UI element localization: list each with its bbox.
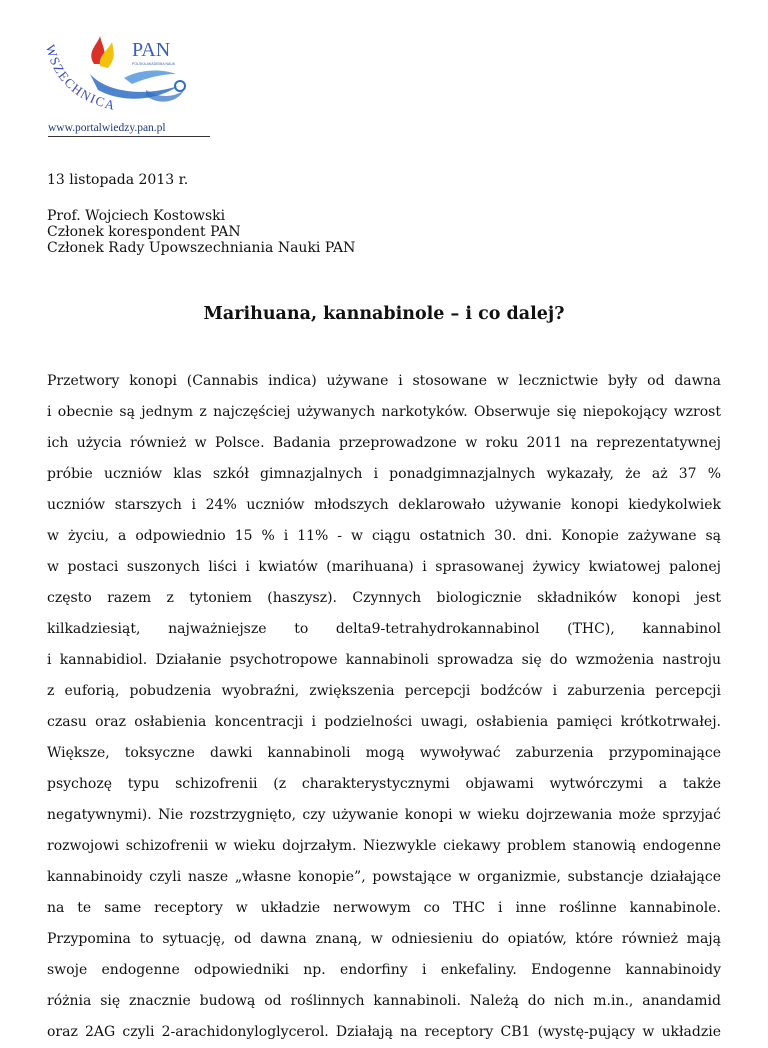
body-line: w życiu, a odpowiednio 15 % i 11% - w ciągu ostatnich 30. dni. Konopie zażywane są xyxy=(47,528,721,544)
body-line: uczniów starszych i 24% uczniów młodszych deklarowało używanie konopi kiedykolwiek xyxy=(47,497,721,513)
body-line: różnia się znacznie budową od roślinnych kannabinoli. Należą do nich m.in., anandamid xyxy=(47,993,721,1009)
body-line: oraz 2AG czyli 2-arachidonyloglycerol. Działają na receptory CB1 (wystę-pujący w układzie xyxy=(47,1024,721,1040)
body-line: kannabinoidy czyli nasze „własne konopie”, powstające w organizmie, substancje działające xyxy=(47,869,721,885)
body-line: rozwojowi schizofrenii w wieku dojrzałym. Niezwykle ciekawy problem stanowią endogenne xyxy=(47,838,721,854)
author-title: Członek korespondent PAN xyxy=(47,224,241,240)
body-line: na te same receptory w układzie nerwowym co THC i inne roślinne kannabinole. xyxy=(47,900,721,916)
body-line: próbie uczniów klas szkół gimnazjalnych i ponadgimnazjalnych wykazały, że aż 37 % xyxy=(47,466,721,482)
body-line: kilkadziesiąt, najważniejsze to delta9-tetrahydrokannabinol (THC), kannabinol xyxy=(47,621,721,637)
body-line: Większe, toksyczne dawki kannabinoli mogą wywoływać zaburzenia przypominające xyxy=(47,745,721,761)
body-line: i obecnie są jednym z najczęściej używanych narkotyków. Obserwuje się niepokojący wzrost xyxy=(47,404,721,420)
author-name: Prof. Wojciech Kostowski xyxy=(47,208,226,224)
document-date: 13 listopada 2013 r. xyxy=(47,172,189,188)
author-block xyxy=(47,208,355,256)
logo-tagline-text: POLSKA AKADEMIA NAUK xyxy=(132,62,176,66)
portal-url-link[interactable]: www.portalwiedzy.pan.pl xyxy=(48,122,166,134)
body-line: w postaci suszonych liści i kwiatów (marihuana) i sprasowanej żywicy kwiatowej palonej xyxy=(47,559,721,575)
logo-arc-text: WSZECHNICA xyxy=(42,42,118,113)
article-title: Marihuana, kannabinole – i co dalej? xyxy=(203,304,565,324)
body-line: ich użycia również w Polsce. Badania przeprowadzone w roku 2011 na reprezentatywnej xyxy=(47,435,721,451)
body-line: Przetwory konopi (Cannabis indica) używane i stosowane w lecznictwie były od dawna xyxy=(47,373,721,389)
wszechnica-pan-logo xyxy=(28,34,218,146)
logo-divider xyxy=(48,136,210,137)
body-line: często razem z tytoniem (haszysz). Czynnych biologicznie składników konopi jest xyxy=(47,590,721,606)
article-body xyxy=(47,366,721,1048)
body-line: swoje endogenne odpowiedniki np. endorfiny i enkefaliny. Endogenne kannabinoidy xyxy=(47,962,721,978)
logo-emblem-icon xyxy=(28,34,218,124)
body-line: negatywnymi). Nie rozstrzygnięto, czy używanie konopi w wieku dojrzewania może sprzyjać xyxy=(47,807,721,823)
body-line: czasu oraz osłabienia koncentracji i podzielności uwagi, osłabienia pamięci krótkotrwałej. xyxy=(47,714,721,730)
body-line: z euforią, pobudzenia wyobraźni, zwiększenia percepcji bodźców i zaburzenia percepcji xyxy=(47,683,721,699)
body-line: Przypomina to sytuację, od dawna znaną, w odniesieniu do opiatów, które również mają xyxy=(47,931,721,947)
logo-pan-text: PAN xyxy=(132,39,171,61)
body-line: psychozę typu schizofrenii (z charakterystycznymi objawami wytwórczymi a także xyxy=(47,776,721,792)
body-line: i kannabidiol. Działanie psychotropowe kannabinoli sprowadza się do wzmożenia nastroju xyxy=(47,652,721,668)
author-role: Członek Rady Upowszechniania Nauki PAN xyxy=(47,240,356,256)
